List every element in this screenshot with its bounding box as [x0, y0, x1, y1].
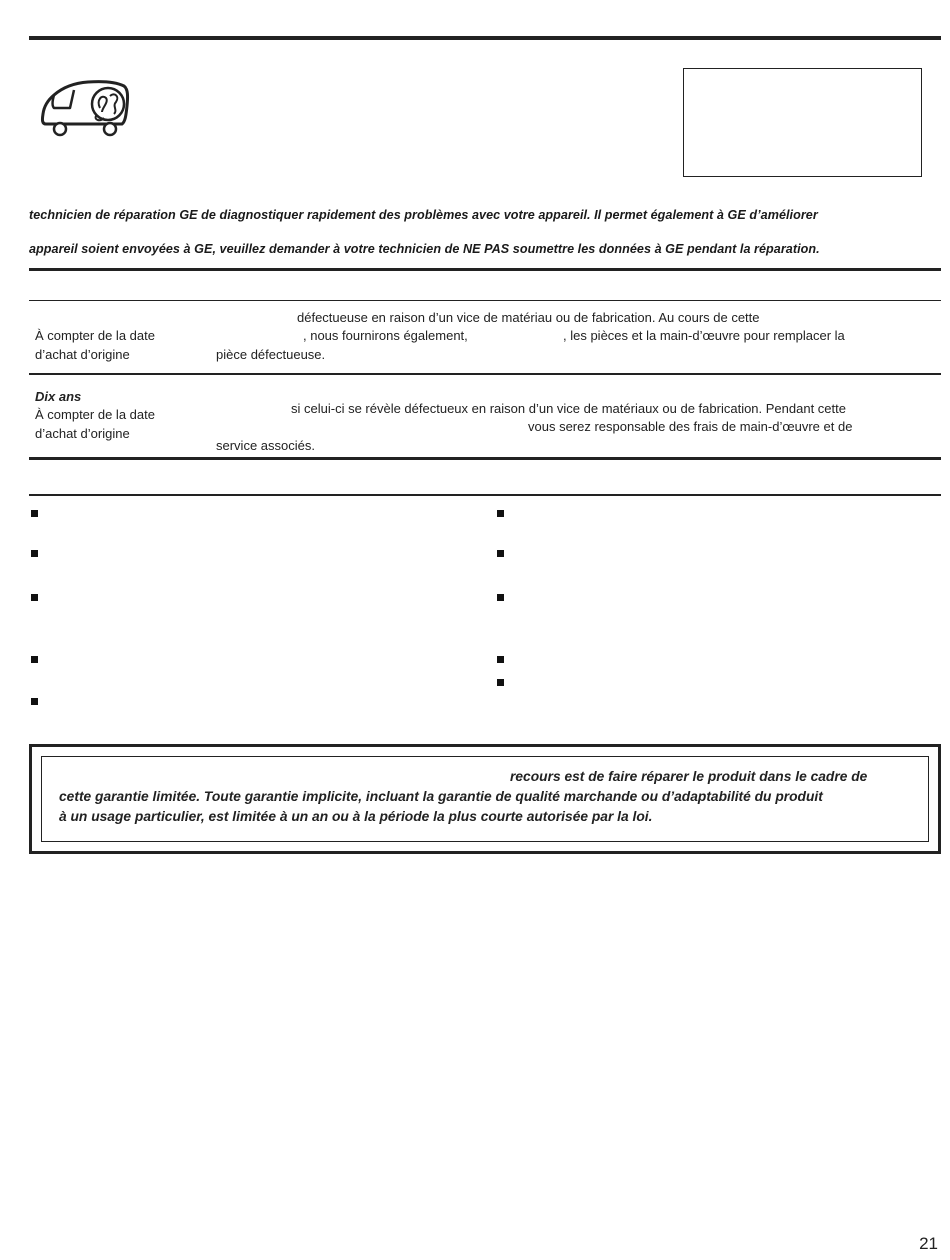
square-bullet-icon — [497, 510, 504, 517]
notice-line-3: à un usage particulier, est limitée à un an ou à la période la plus courte autorisée par la loi. — [59, 809, 653, 824]
section-rule — [29, 268, 941, 271]
row1-desc-line-2b: , les pièces et la main-d’œuvre pour remplacer la — [563, 328, 845, 343]
row2-period-title: Dix ans — [35, 389, 82, 404]
table-row-divider — [29, 373, 941, 375]
square-bullet-icon — [31, 510, 38, 517]
notice-line-1: recours est de faire réparer le produit dans le cadre de — [510, 769, 868, 784]
square-bullet-icon — [497, 679, 504, 686]
ge-service-truck-icon — [40, 78, 132, 140]
square-bullet-icon — [31, 656, 38, 663]
table-bottom-rule — [29, 457, 941, 460]
row2-desc-line-1: si celui-ci se révèle défectueux en raison d’un vice de matériaux ou de fabrication. Pendant cette — [291, 401, 846, 416]
row1-period-line-1: À compter de la date — [35, 328, 155, 343]
square-bullet-icon — [31, 698, 38, 705]
row2-desc-line-2: vous serez responsable des frais de main-d’œuvre et de — [528, 419, 853, 434]
square-bullet-icon — [31, 550, 38, 557]
stamp-box — [683, 68, 922, 177]
intro-line-2: appareil soient envoyées à GE, veuillez demander à votre technicien de NE PAS soumettre les données à GE pendant la réparation. — [29, 242, 820, 256]
top-rule — [29, 36, 941, 40]
square-bullet-icon — [497, 656, 504, 663]
row2-period-line-2: d’achat d’origine — [35, 426, 130, 441]
intro-line-1: technicien de réparation GE de diagnostiquer rapidement des problèmes avec votre appareil. Il permet également à GE d’améliorer — [29, 208, 818, 222]
square-bullet-icon — [497, 594, 504, 601]
notice-line-2: cette garantie limitée. Toute garantie implicite, incluant la garantie de qualité marchande ou d’adaptabilité du produit — [59, 789, 823, 804]
row1-desc-line-2a: , nous fournirons également, — [303, 328, 468, 343]
row1-period-line-2: d’achat d’origine — [35, 347, 130, 362]
page-number: 21 — [919, 1234, 938, 1253]
list-top-rule — [29, 494, 941, 496]
row1-desc-line-1: défectueuse en raison d’un vice de matériau ou de fabrication. Au cours de cette — [297, 310, 760, 325]
row2-period-line-1: À compter de la date — [35, 407, 155, 422]
row2-desc-line-3: service associés. — [216, 438, 315, 453]
square-bullet-icon — [497, 550, 504, 557]
square-bullet-icon — [31, 594, 38, 601]
table-top-rule — [29, 300, 941, 301]
row1-desc-line-3: pièce défectueuse. — [216, 347, 326, 362]
